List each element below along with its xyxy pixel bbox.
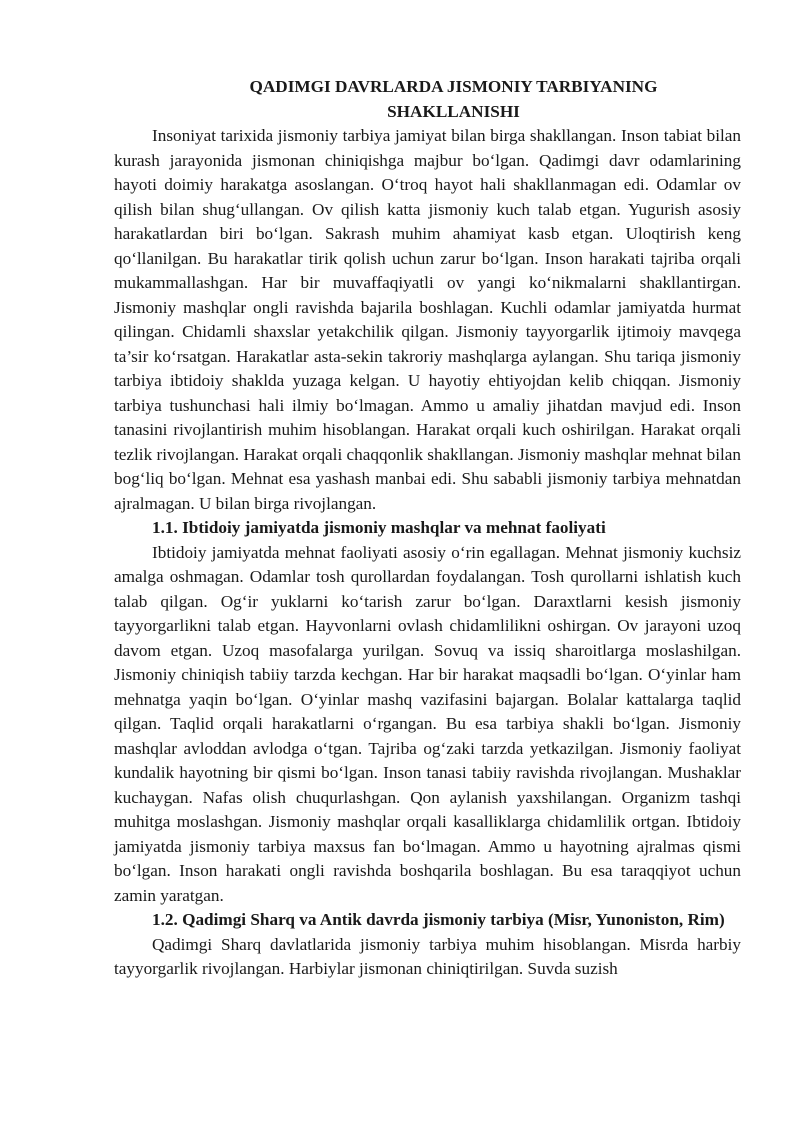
section-1-paragraph: Ibtidoiy jamiyatda mehnat faoliyati asosiy o‘rin egallagan. Mehnat jismoniy kuchsiz amalga oshmagan. Odamlar tosh qurollardan foydalangan. Tosh qurollarni ishlatish kuch talab qilgan. Og‘ir yuklarni ko‘tarish zarur bo‘lgan. Daraxtlarni kesish jismoniy tayyorgarlikni talab etgan. Hayvonlarni ovlash chidamlilikni oshirgan. Ov jarayoni uzoq davom etgan. Uzoq masofalarga yurilgan. Sovuq va issiq sharoitlarga moslashilgan. Jismoniy chiniqish tabiiy tarzda kechgan. Har bir harakat maqsadli bo‘lgan. O‘yinlar ham mehnatga yaqin bo‘lgan. O‘yinlar mashq vazifasini bajargan. Bolalar kattalarga taqlid qilgan. Taqlid orqali harakatlarni o‘rgangan. Bu esa tarbiya shakli bo‘lgan. Jismoniy mashqlar avloddan avlodga o‘tgan. Tajriba og‘zaki tarzda yetkazilgan. Jismoniy faoliyat kundalik hayotning bir qismi bo‘lgan. Inson tanasi tabiiy ravishda rivojlangan. Mushaklar kuchaygan. Nafas olish chuqurlashgan. Qon aylanish yaxshilangan. Organizm tashqi muhitga moslashgan. Jismoniy mashqlar orqali kasalliklarga chidamlilik ortgan. Ibtidoiy jamiyatda jismoniy tarbiya maxsus fan bo‘lmagan. Ammo u hayotning ajralmas qismi bo‘lgan. Inson harakati ongli ravishda boshqarila boshlagan. Bu esa taraqqiyot uchun zamin yaratgan.	[114, 542, 741, 905]
section-2-paragraph: Qadimgi Sharq davlatlarida jismoniy tarbiya muhim hisoblangan. Misrda harbiy tayyorgarlik rivojlangan. Harbiylar jismonan chiniqtirilgan. Suvda suzish	[114, 934, 741, 978]
section-1-heading: 1.1. Ibtidoiy jamiyatda jismoniy mashqlar va mehnat faoliyati	[152, 518, 606, 537]
document-body	[114, 75, 741, 982]
document-title	[114, 75, 741, 124]
intro-paragraph: Insoniyat tarixida jismoniy tarbiya jamiyat bilan birga shakllangan. Inson tabiat bilan kurash jarayonida jismonan chiniqishga majbur bo‘lgan. Qadimgi davr odamlarining hayoti doimiy harakatga asoslangan. O‘troq hayot hali shakllanmagan edi. Odamlar ov qilish bilan shug‘ullangan. Ov qilish katta jismoniy kuch talab etgan. Yugurish asosiy harakatlardan biri bo‘lgan. Sakrash muhim ahamiyat kasb etgan. Uloqtirish keng qo‘llanilgan. Bu harakatlar tirik qolish uchun zarur bo‘lgan. Inson harakati tajriba orqali mukammallashgan. Har bir muvaffaqiyatli ov yangi ko‘nikmalarni shakllantirgan. Jismoniy mashqlar ongli ravishda bajarila boshlagan. Kuchli odamlar jamiyatda hurmat qilingan. Chidamli shaxslar yetakchilik qilgan. Jismoniy tayyorgarlik ijtimoiy mavqega ta’sir ko‘rsatgan. Harakatlar asta-sekin takroriy mashqlarga aylangan. Shu tariqa jismoniy tarbiya ibtidoiy shaklda yuzaga kelgan. U hayotiy ehtiyojdan kelib chiqqan. Jismoniy tarbiya tushunchasi hali ilmiy bo‘lmagan. Ammo u amaliy jihatdan mavjud edi. Inson tanasini rivojlantirish muhim hisoblangan. Harakat orqali kuch oshirilgan. Harakat orqali tezlik rivojlangan. Harakat orqali chaqqonlik shakllangan. Jismoniy mashqlar mehnat bilan bog‘liq bo‘lgan. Mehnat esa yashash manbai edi. Shu sababli jismoniy tarbiya mehnatdan ajralmagan. U bilan birga rivojlangan.	[114, 126, 741, 513]
title-line-1: QADIMGI DAVRLARDA JISMONIY TARBIYANING	[249, 77, 658, 96]
section-2-heading: 1.2. Qadimgi Sharq va Antik davrda jismoniy tarbiya (Misr, Yunoniston, Rim)	[152, 910, 725, 929]
title-line-2: SHAKLLANISHI	[387, 101, 520, 121]
